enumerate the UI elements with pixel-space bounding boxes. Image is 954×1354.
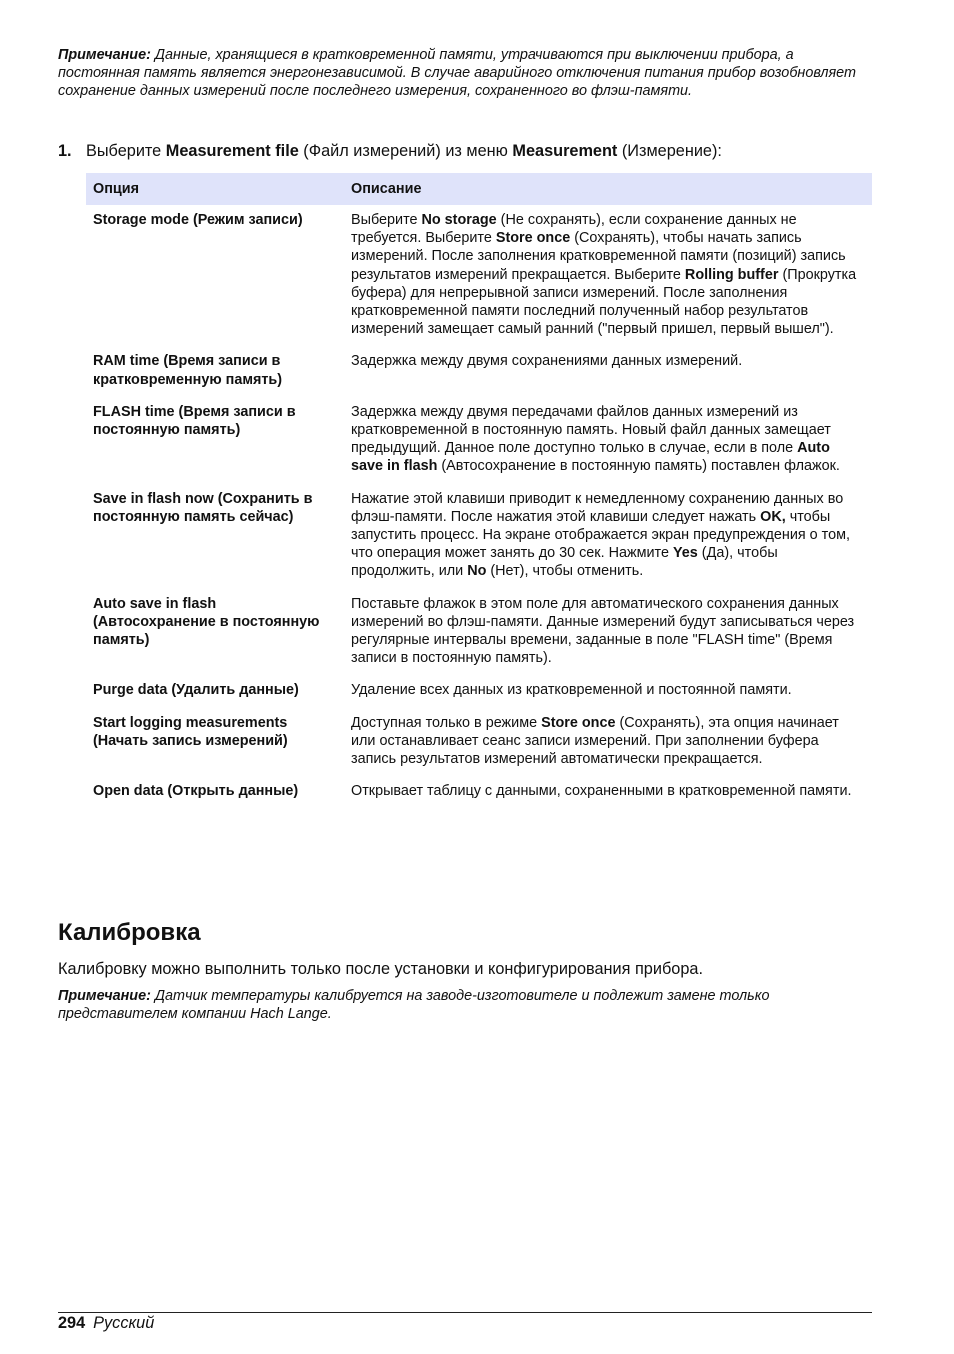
desc-text: (Не сохранять), если сохранение данных не требуется. Выберите — [351, 212, 797, 247]
table-row — [86, 778, 872, 810]
page-footer — [58, 1313, 154, 1333]
desc-text: Открывает таблицу с данными, сохраненными в кратковременной памяти. — [351, 783, 852, 800]
table-row — [86, 677, 872, 709]
option-name: Auto save in flash (Автосохранение в постоянную память) — [93, 595, 320, 649]
option-name: Save in flash now (Сохранить в постоянную память сейчас) — [93, 490, 313, 525]
note-text: Датчик температуры калибруется на заводе-изготовителе и подлежит замене только представителем компании Hach Lange. — [58, 988, 770, 1023]
step-text: (Измерение): — [617, 142, 722, 160]
instruction-step — [58, 141, 873, 161]
desc-text: (Да), чтобы продолжить, или — [351, 545, 778, 580]
top-note — [58, 46, 873, 101]
desc-keyword: Rolling buffer — [684, 266, 779, 283]
desc-keyword: No storage — [421, 212, 497, 228]
options-table — [86, 173, 872, 810]
note-text: Данные, хранящиеся в кратковременной памяти, утрачиваются при выключении прибора, а постоянная память является энергонезависимой. В случае аварийного отключения питания прибор возобновляет сохранение данных измерений после последнего измерения, сохраненного во флэш-памяти. — [58, 47, 856, 100]
table-row — [86, 710, 872, 779]
table-row — [86, 591, 872, 678]
desc-keyword: Store once — [541, 714, 616, 731]
option-description — [344, 710, 872, 779]
desc-text: Задержка между двумя сохранениями данных измерений. — [351, 353, 743, 370]
desc-text: (Сохранять), эта опция начинает или останавливает сеанс записи измерений. При заполнении буфера запись результатов измерений автоматически прекращается. — [351, 714, 839, 768]
step-text: Выберите — [86, 142, 166, 160]
desc-keyword: Auto save in flash — [351, 440, 830, 475]
option-name: FLASH time (Время записи в постоянную память) — [93, 403, 296, 439]
option-description — [344, 205, 872, 348]
menu-name: Measurement — [512, 142, 618, 160]
note-label: Примечание: — [58, 47, 151, 63]
header-description: Описание — [344, 173, 872, 205]
option-description — [344, 591, 872, 678]
option-name: Purge data (Удалить данные) — [93, 682, 299, 699]
desc-text: Удаление всех данных из кратковременной и постоянной памяти. — [351, 682, 792, 699]
section-intro: Калибровку можно выполнить только после установки и конфигурирования прибора. — [58, 960, 703, 978]
desc-text: Выберите — [351, 212, 422, 228]
desc-text: Задержка между двумя передачами файлов данных измерений из кратковременной в постоянную память. Новый файл данных замещает предыдущий. Данное поле доступно только в случае, если в поле — [351, 403, 831, 457]
desc-text: Поставьте флажок в этом поле для автоматического сохранения данных измерений во флэш-памяти. Данные измерений будут записываться через регулярные интервалы времени, заданные в поле "FLASH time" (Время записи в постоянную память). — [351, 595, 855, 667]
option-description — [344, 778, 872, 810]
desc-keyword: Store once — [495, 230, 571, 247]
option-name: Start logging measurements (Начать запись измерений) — [93, 714, 288, 749]
step-number: 1. — [58, 142, 72, 160]
option-description — [344, 486, 872, 591]
option-name: Open data (Открыть данные) — [93, 783, 299, 800]
desc-text: Доступная только в режиме — [351, 714, 542, 731]
table-row — [86, 205, 872, 348]
footer-language: Русский — [93, 1314, 155, 1332]
desc-text: (Сохранять), чтобы начать запись измерений. После заполнения кратковременной памяти (позиций) запись результатов измерений прекращается. Выберите — [351, 230, 846, 283]
menu-item-name: Measurement file — [165, 142, 299, 160]
bottom-note — [58, 987, 873, 1023]
table-header-row — [86, 173, 872, 205]
step-text: (Файл измерений) из меню — [298, 142, 513, 160]
note-label: Примечание: — [58, 988, 151, 1004]
desc-text: Нажатие этой клавиши приводит к немедленному сохранению данных во флэш-памяти. После нажатия этой клавиши следует нажать — [351, 490, 844, 525]
section-heading: Калибровка — [58, 919, 201, 946]
desc-keyword: OK, — [760, 508, 786, 525]
page-number: 294 — [58, 1314, 86, 1332]
table-row — [86, 348, 872, 398]
header-option: Опция — [86, 173, 344, 205]
table-row — [86, 399, 872, 486]
desc-keyword: No — [467, 563, 487, 580]
option-description — [344, 677, 872, 709]
desc-text: (Прокрутка буфера) для непрерывной записи измерений. После заполнения кратковременной памяти последний полученный набор результатов измерений замещает самый ранний ("первый пришел, первый вышел"). — [351, 266, 857, 338]
option-name: RAM time (Время записи в кратковременную память) — [93, 353, 283, 388]
option-name: Storage mode (Режим записи) — [93, 212, 303, 228]
desc-text: (Нет), чтобы отменить. — [486, 563, 644, 580]
option-description — [344, 348, 872, 398]
option-description — [344, 399, 872, 486]
desc-keyword: Yes — [673, 545, 698, 562]
desc-text: чтобы запустить процесс. На экране отображается экран предупреждения о том, что операция может занять до 30 сек. Нажмите — [351, 508, 850, 562]
table-row — [86, 486, 872, 591]
desc-text: (Автосохранение в постоянную память) поставлен флажок. — [437, 458, 840, 475]
footer-divider — [58, 1312, 872, 1313]
